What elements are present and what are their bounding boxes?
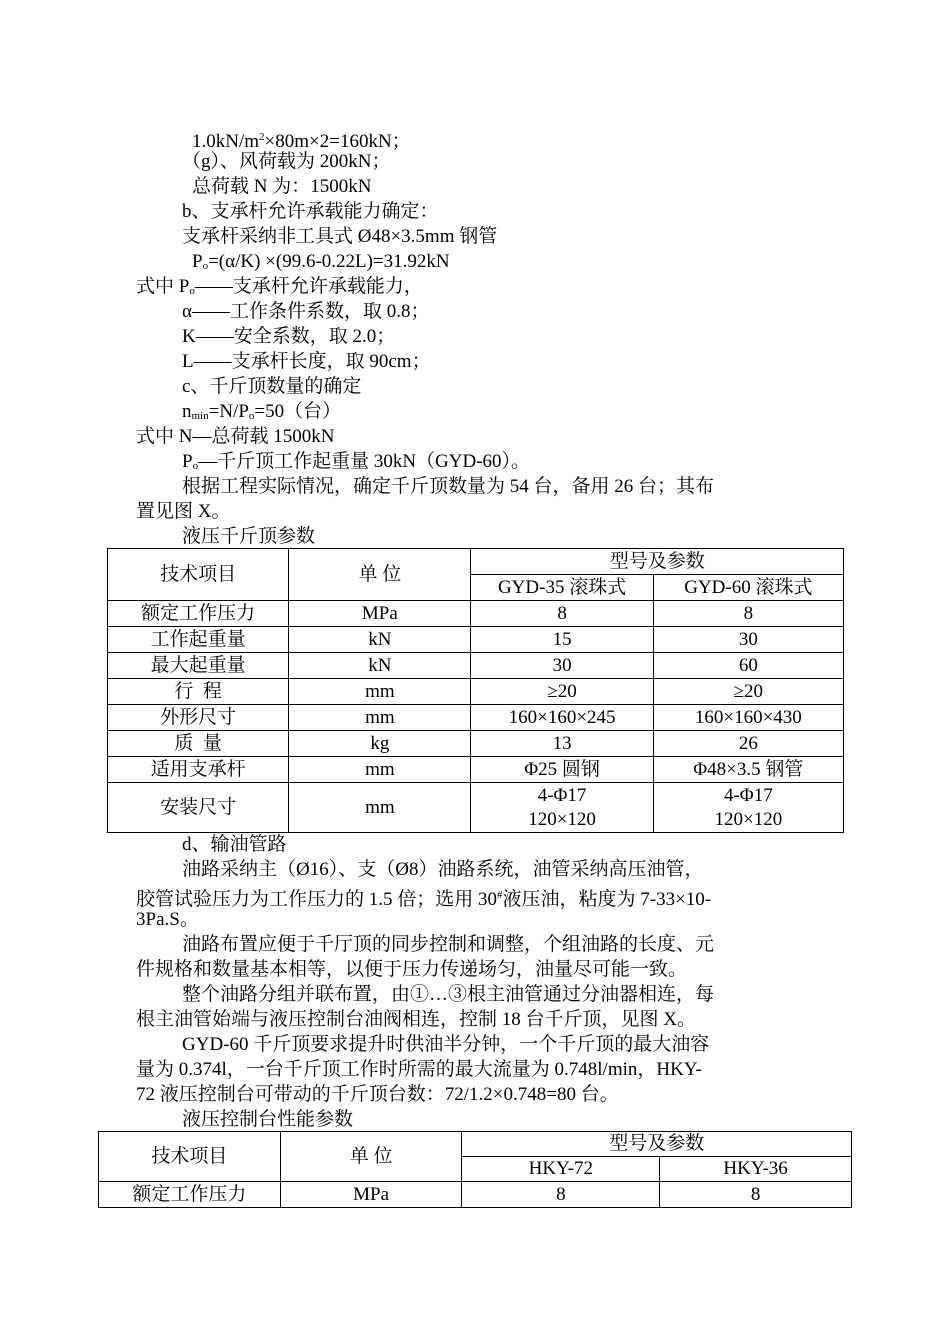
header-item: 技术项目 (108, 549, 289, 601)
cell-value: 30 (471, 653, 653, 679)
cell-value-line: 120×120 (714, 808, 783, 830)
text-line: 3Pa.S。 (136, 909, 199, 930)
header-model: 型号及参数 (471, 549, 844, 575)
header-model-1: GYD-35 滚珠式 (471, 575, 653, 601)
table-row (108, 653, 844, 679)
cell-value: 15 (471, 627, 653, 653)
text-line: 根据工程实际情况，确定千斤顶数量为 54 台，备用 26 台；其布 (182, 476, 715, 497)
text-line: α——工作条件系数，取 0.8； (182, 301, 430, 322)
text-line: Po—千斤顶工作起重量 30kN（GYD-60）。 (182, 451, 531, 472)
text-line: L——支承杆长度，取 90cm； (182, 351, 431, 372)
text-line: $1.0kN/m^2\times 80m\times 2=160kN$； (192, 131, 411, 152)
cell-item: 最大起重量 (108, 653, 289, 679)
control-console-parameter-table (98, 1131, 852, 1208)
cell-value-line: 120×120 (528, 808, 596, 830)
cell-item: 安装尺寸 (108, 783, 289, 833)
table-row (108, 731, 844, 757)
cell-item: 工作起重量 (108, 627, 289, 653)
cell-value: 8 (653, 601, 843, 627)
table-row (108, 601, 844, 627)
cell-unit: MPa (289, 601, 471, 627)
cell-unit: MPa (280, 1182, 462, 1208)
cell-unit: kg (289, 731, 471, 757)
cell-value: Φ48×3.5 钢管 (653, 757, 843, 783)
cell-value: 160×160×430 (653, 705, 843, 731)
text-line: 总荷载 N 为：1500kN (192, 176, 372, 197)
cell-unit: mm (289, 757, 471, 783)
text-line: c、千斤顶数量的确定 (182, 376, 362, 397)
text-line: 支承杆采纳非工具式 Ø48×3.5mm 钢管 (182, 226, 498, 247)
text-line: 式中 N—总荷载 1500kN (136, 426, 335, 447)
text-line: K——安全系数，取 2.0； (182, 326, 396, 347)
cell-item: 外形尺寸 (108, 705, 289, 731)
text-line: （g）、风荷载为 200kN； (182, 151, 391, 172)
text-line: 根主油管始端与液压控制台油阀相连，控制 18 台千斤顶，见图 X。 (136, 1009, 696, 1030)
table-row (108, 705, 844, 731)
table-row (108, 783, 844, 833)
text-line: 胶管试验压力为工作压力的 1.5 倍；选用 30#液压油，粘度为 7-33×10- (136, 889, 712, 910)
cell-value: 60 (653, 653, 843, 679)
header-model-1: HKY-72 (462, 1157, 660, 1182)
cell-unit: mm (289, 783, 471, 833)
header-unit: 单 位 (289, 549, 471, 601)
cell-item: 额定工作压力 (99, 1182, 281, 1208)
cell-value-line: 4-Φ17 (537, 784, 587, 806)
header-model: 型号及参数 (462, 1132, 852, 1157)
text-line: GYD-60 千斤顶要求提升时供油半分钟，一个千斤顶的最大油容 (182, 1034, 710, 1055)
cell-value (653, 783, 843, 833)
header-model-2: HKY-36 (660, 1157, 852, 1182)
text-line: d、输油管路 (182, 834, 287, 855)
text-line: 油路布置应便于千厅顶的同步控制和调整，个组油路的长度、元 (182, 934, 715, 955)
text-line: 整个油路分组并联布置，由①…③根主油管通过分油器相连，每 (182, 984, 715, 1005)
table-caption: 液压千斤顶参数 (182, 526, 316, 547)
cell-value: 160×160×245 (471, 705, 653, 731)
text-line: 72 液压控制台可带动的千斤顶台数：72/1.2×0.748=80 台。 (136, 1084, 619, 1105)
cell-value: 26 (653, 731, 843, 757)
cell-value: 30 (653, 627, 843, 653)
table-caption: 液压控制台性能参数 (182, 1109, 354, 1130)
text-line: 置见图 X。 (136, 501, 231, 522)
cell-value (471, 783, 653, 833)
cell-value: 8 (462, 1182, 660, 1208)
cell-value: ≥20 (471, 679, 653, 705)
cell-item: 质 量 (108, 731, 289, 757)
table-row (108, 679, 844, 705)
text-line: b、支承杆允许承载能力确定： (182, 201, 439, 222)
cell-unit: kN (289, 653, 471, 679)
table-row (108, 627, 844, 653)
cell-unit: mm (289, 705, 471, 731)
header-item: 技术项目 (99, 1132, 281, 1182)
text-line: 件规格和数量基本相等，以便于压力传递场匀，油量尽可能一致。 (136, 959, 688, 980)
formula-line: Po=(α/K) ×(99.6-0.22L)=31.92kN (192, 251, 450, 272)
text-line: 式中 Po——支承杆允许承载能力， (136, 276, 423, 297)
cell-value: ≥20 (653, 679, 843, 705)
table-row (108, 757, 844, 783)
text-line: 量为 0.374l，一台千斤顶工作时所需的最大流量为 0.748l/min，HKY- (136, 1059, 702, 1080)
cell-value: Φ25 圆钢 (471, 757, 653, 783)
formula-line: nmin=N/Po=50（台） (182, 401, 342, 422)
cell-item: 行 程 (108, 679, 289, 705)
cell-value-line: 4-Φ17 (723, 784, 773, 806)
cell-value: 13 (471, 731, 653, 757)
header-unit: 单 位 (280, 1132, 462, 1182)
cell-item: 适用支承杆 (108, 757, 289, 783)
cell-unit: mm (289, 679, 471, 705)
cell-value: 8 (471, 601, 653, 627)
cell-value: 8 (660, 1182, 852, 1208)
cell-unit: kN (289, 627, 471, 653)
cell-item: 额定工作压力 (108, 601, 289, 627)
jack-parameter-table (107, 548, 844, 833)
table-row (99, 1182, 852, 1208)
text-line: 油路采纳主（Ø16）、支（Ø8）油路系统，油管采纳高压油管， (182, 859, 704, 880)
header-model-2: GYD-60 滚珠式 (653, 575, 843, 601)
